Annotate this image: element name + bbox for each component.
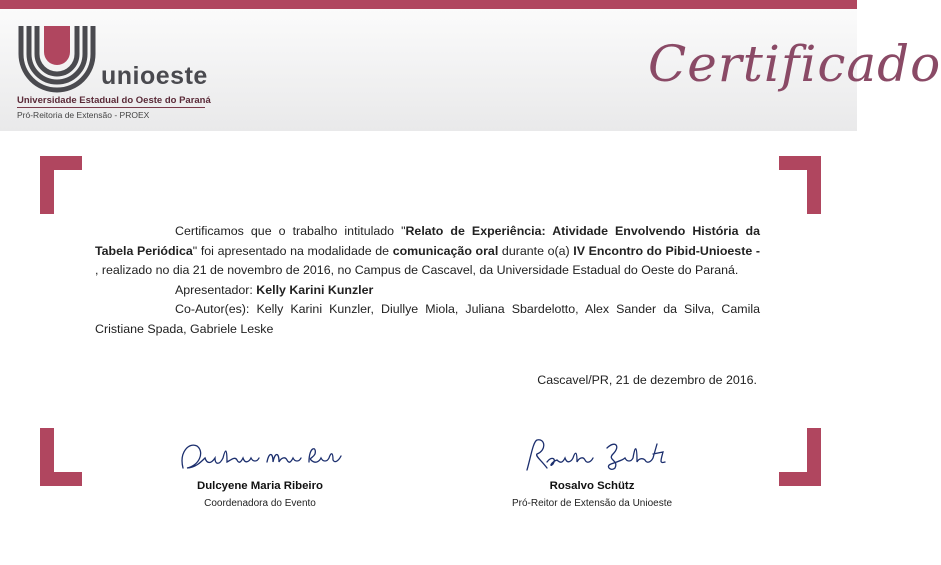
- certificate-body: [95, 222, 760, 340]
- certificate-statement: Certificamos que o trabalho intitulado "Relato de Experiência: Atividade Envolvendo História da Tabela Periódica" foi apresentado na modalidade de comunicação oral durante o(a) IV Encontro do Pibid-Unioeste - , realizado no dia 21 de novembro de 2016, no Campus de Cascavel, da Universidade Estadual do Oeste do Paraná.: [95, 224, 760, 278]
- coauthors: Kelly Karini Kunzler, Diullye Miola, Juliana Sbardelotto, Alex Sander da Silva, Camila Cristiane Spada, Gabriele Leske: [95, 302, 760, 336]
- modality: comunicação oral: [392, 243, 499, 258]
- divider: [17, 107, 205, 108]
- corner-bracket-bottom-right: [779, 428, 821, 486]
- department-name: Pró-Reitoria de Extensão - PROEX: [17, 110, 150, 120]
- corner-bracket-top-right: [779, 156, 821, 214]
- signature-block-coordinator: [140, 432, 380, 509]
- top-accent-bar: [0, 0, 857, 9]
- certificate-title: Certificado: [648, 35, 941, 93]
- unioeste-logo: [17, 24, 97, 90]
- work-title: Relato de Experiência: Atividade Envolvendo História da Tabela Periódica: [95, 224, 760, 258]
- signer-name: Rosalvo Schütz: [549, 480, 635, 492]
- city-date: Cascavel/PR, 21 de dezembro de 2016.: [537, 373, 757, 387]
- presenter-name: Kelly Karini Kunzler: [256, 282, 374, 297]
- handwritten-signature: [507, 432, 677, 478]
- signer-role: Coordenadora do Evento: [204, 498, 316, 509]
- brand-name: unioeste: [101, 62, 208, 90]
- university-name: Universidade Estadual do Oeste do Paraná: [17, 95, 211, 106]
- presenter-line: Apresentador: Kelly Karini Kunzler: [175, 282, 374, 297]
- corner-bracket-bottom-left: [40, 428, 82, 486]
- signer-role: Pró-Reitor de Extensão da Unioeste: [511, 498, 673, 509]
- coauthors-line: Co-Autor(es): Kelly Karini Kunzler, Diullye Miola, Juliana Sbardelotto, Alex Sander da Silva, Camila Cristiane Spada, Gabriele Leske: [95, 302, 760, 336]
- corner-bracket-top-left: [40, 156, 82, 214]
- signature-block-prorector: [472, 432, 712, 509]
- certificate-header: [0, 9, 941, 131]
- event-name: IV Encontro do Pibid-Unioeste -: [573, 243, 760, 258]
- signer-name: Dulcyene Maria Ribeiro: [197, 480, 323, 492]
- handwritten-signature: [175, 432, 345, 478]
